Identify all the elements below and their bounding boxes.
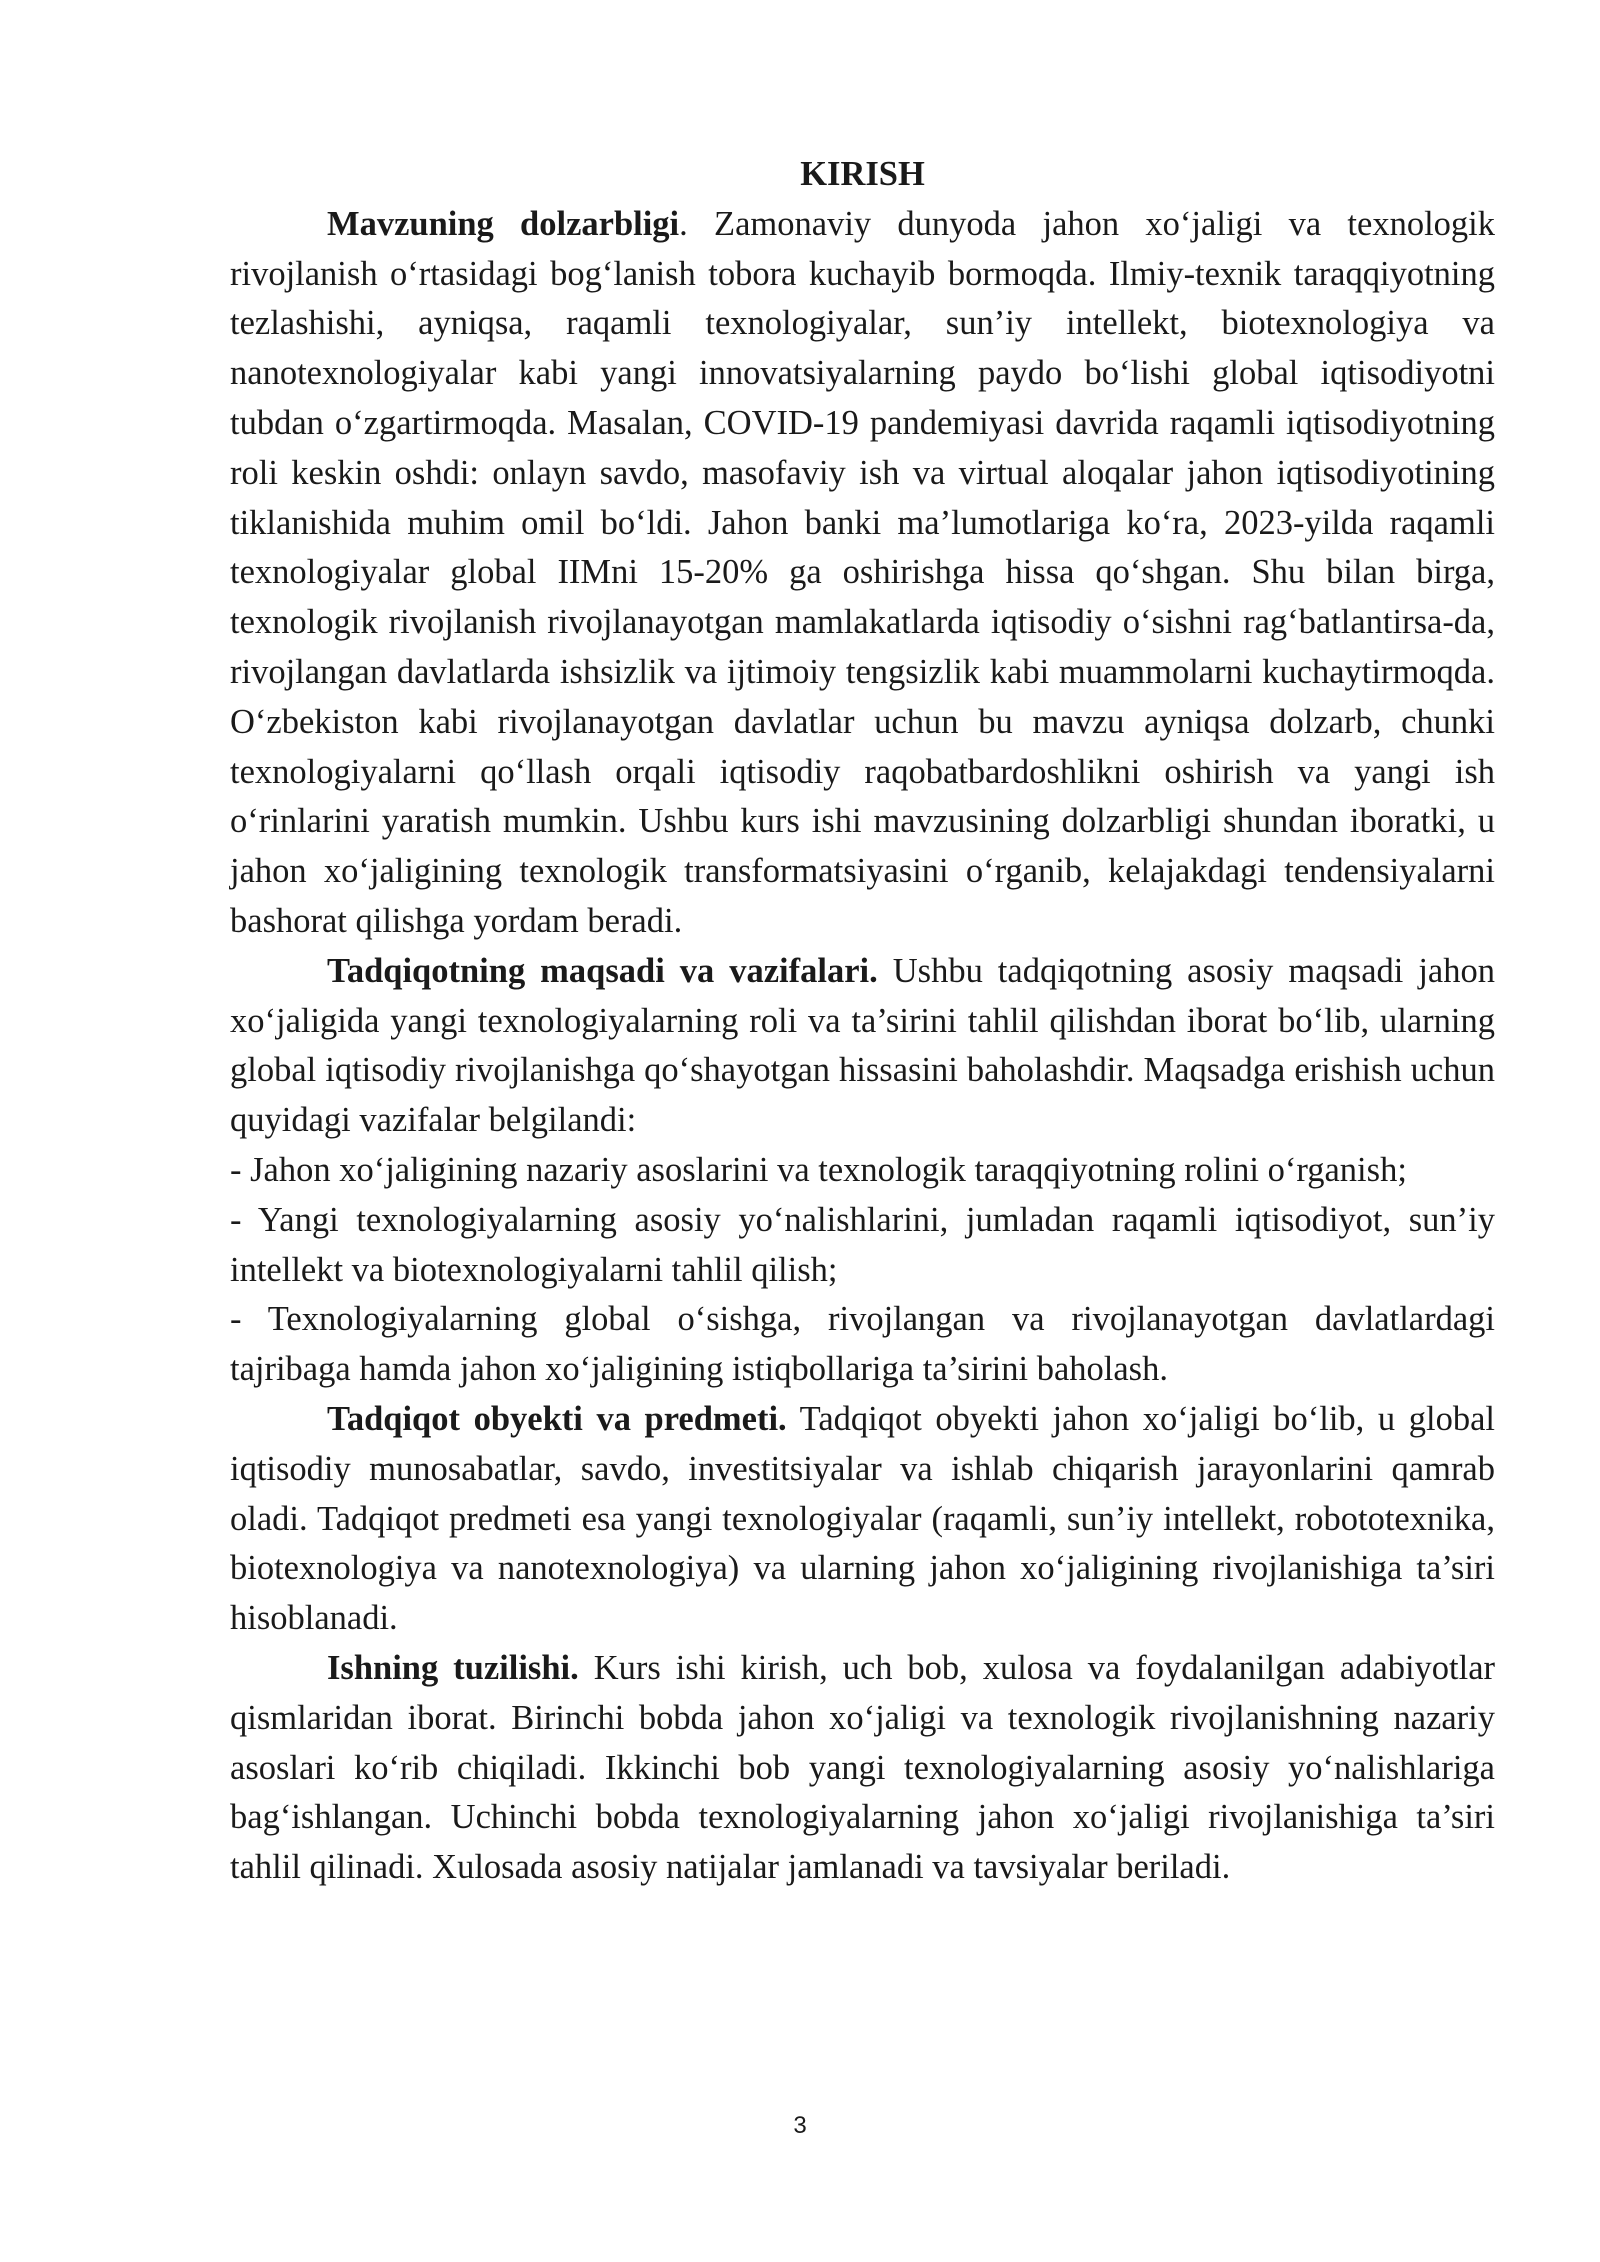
paragraph-text: Kurs ishi kirish, uch bob, xulosa va foydalanilgan adabiyotlar qismlaridan iborat. Birinchi bobda jahon xo‘jaligi va texnologik rivojlanishning nazariy asoslari ko‘rib chiqiladi. Ikkinchi bob yangi texnologiyalarning asosiy yo‘nalishlariga bag‘ishlangan. Uchinchi bobda texnologiyalarning jahon xo‘jaligi rivojlanishiga ta’siri tahlil qilinadi. Xulosada asosiy natijalar jamlanadi va tavsiyalar beriladi. bbox=[230, 1648, 1496, 1887]
paragraph-object bbox=[230, 1395, 1495, 1644]
task-item: - Texnologiyalarning global o‘sishga, rivojlangan va rivojlanayotgan davlatlardagi tajribaga hamda jahon xo‘jaligining istiqbollariga ta’sirini baholash. bbox=[230, 1300, 1495, 1389]
paragraph-structure bbox=[230, 1644, 1495, 1893]
paragraph-goals bbox=[230, 947, 1495, 1146]
task-item: - Jahon xo‘jaligining nazariy asoslarini va texnologik taraqqiyotning rolini o‘rganish; bbox=[230, 1150, 1407, 1189]
task-item: - Yangi texnologiyalarning asosiy yo‘nalishlarini, jumladan raqamli iqtisodiyot, sun’iy intellekt va biotexnologiyalarni tahlil qilish; bbox=[230, 1200, 1495, 1289]
page-heading: KIRISH bbox=[800, 155, 925, 193]
page-content bbox=[230, 150, 1495, 1893]
page-number: 3 bbox=[793, 2112, 807, 2139]
paragraph-text: . Zamonaviy dunyoda jahon xo‘jaligi va texnologik rivojlanish o‘rtasidagi bog‘lanish tobora kuchayib bormoqda. Ilmiy-texnik taraqqiyotning tezlashishi, ayniqsa, raqamli texnologiyalar, sun’iy intellekt, biotexnologiya va nanotexnologiyalar kabi yangi innovatsiyalarning paydo bo‘lishi global iqtisodiyotni tubdan o‘zgartirmoqda. Masalan, COVID-19 pandemiyasi davrida raqamli iqtisodiyotning roli keskin oshdi: onlayn savdo, masofaviy ish va virtual aloqalar jahon iqtisodiyotining tiklanishida muhim omil bo‘ldi. Jahon banki ma’lumotlariga ko‘ra, 2023-yilda raqamli texnologiyalar global IIMni 15-20% ga oshirishga hissa qo‘shgan. Shu bilan birga, texnologik rivojlanish rivojlanayotgan mamlakatlarda iqtisodiy o‘sishni rag‘batlantirsa-da, rivojlangan davlatlarda ishsizlik va ijtimoiy tengsizlik kabi muammolarni kuchaytirmoqda. O‘zbekiston kabi rivojlanayotgan davlatlar uchun bu mavzu ayniqsa dolzarb, chunki texnologiyalarni qo‘llash orqali iqtisodiy raqobatbardoshlikni oshirish va yangi ish o‘rinlarini yaratish mumkin. Ushbu kurs ishi mavzusining dolzarbligi shundan iboratki, u jahon xo‘jaligining texnologik transformatsiyasini o‘rganib, kelajakdagi tendensiyalarni bashorat qilishga yordam beradi. bbox=[230, 204, 1495, 940]
paragraph-lead: Ishning tuzilishi. bbox=[327, 1648, 579, 1687]
paragraph-lead: Tadqiqotning maqsadi va vazifalari. bbox=[327, 951, 878, 990]
paragraph-text: Tadqiqot obyekti jahon xo‘jaligi bo‘lib, u global iqtisodiy munosabatlar, savdo, investitsiyalar va ishlab chiqarish jarayonlarini qamrab oladi. Tadqiqot predmeti esa yangi texnologiyalar (raqamli, sun’iy intellekt, robototexnika, biotexnologiya va nanotexnologiya) va ularning jahon xo‘jaligining rivojlanishiga ta’siri hisoblanadi. bbox=[230, 1399, 1495, 1638]
paragraph-lead: Mavzuning dolzarbligi bbox=[327, 204, 680, 243]
paragraph-text: Ushbu tadqiqotning asosiy maqsadi jahon xo‘jaligida yangi texnologiyalarning roli va ta’sirini tahlil qilishdan iborat bo‘lib, ularning global iqtisodiy rivojlanishga qo‘shayotgan hissasini baholashdir. Maqsadga erishish uchun quyidagi vazifalar belgilandi: bbox=[230, 951, 1495, 1140]
paragraph-lead: Tadqiqot obyekti va predmeti. bbox=[327, 1399, 787, 1438]
paragraph-relevance bbox=[230, 200, 1495, 947]
